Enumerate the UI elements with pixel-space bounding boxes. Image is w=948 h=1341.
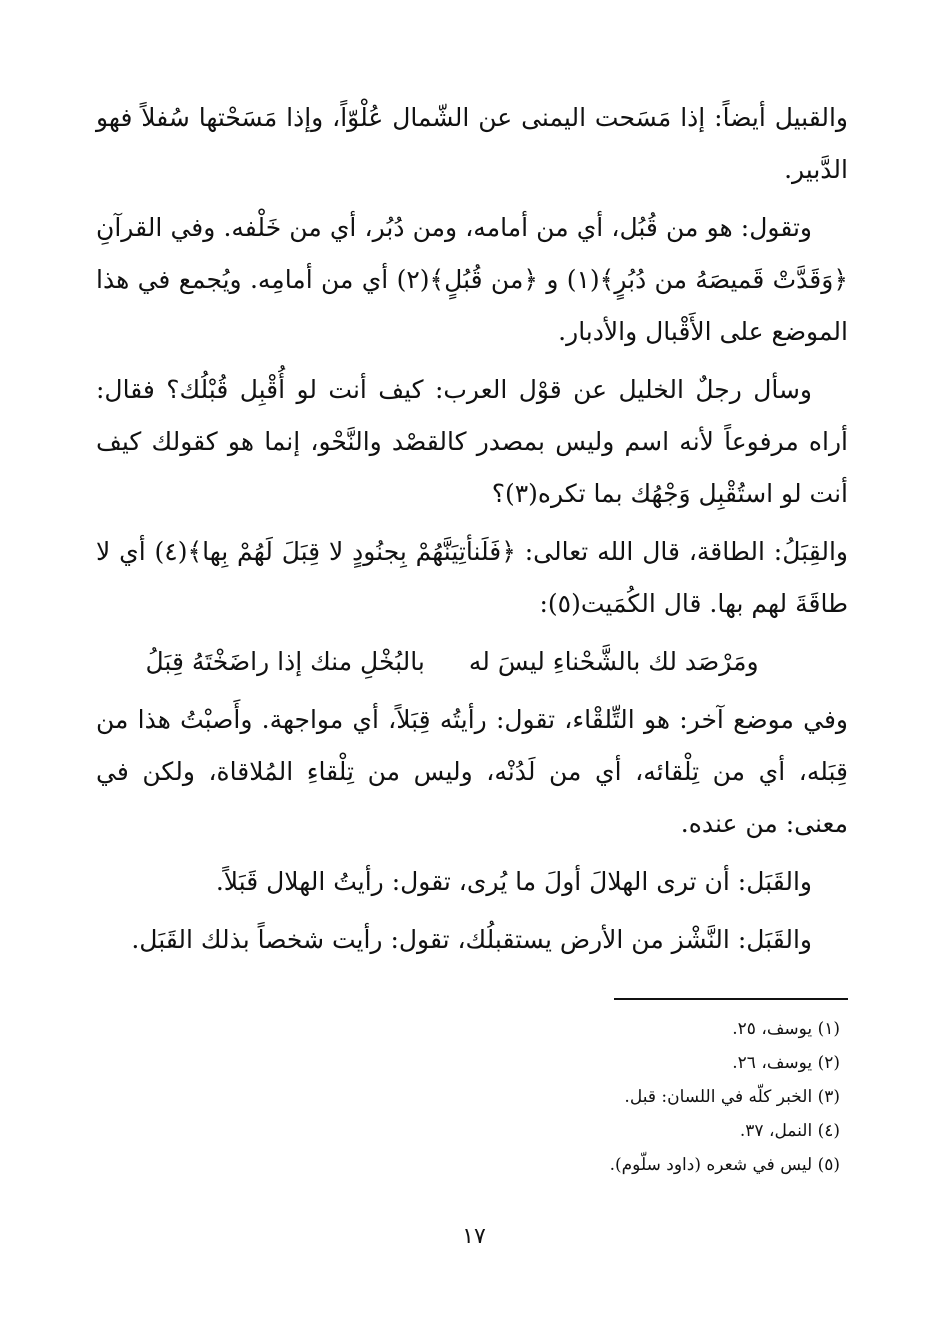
paragraph-nashz: والقَبَل: النَّشْز من الأرض يستقبلُك، تقول: رأيت شخصاً بذلك القَبَل. bbox=[131, 925, 812, 954]
paragraph-qubul-dubur: وتقول: هو من قُبُل، أي من أمامه، ومن دُبُر، أي من خَلْفه. وفي القرآنِ ﴿وَقَدَّتْ قَميصَهُ من دُبُرٍ﴾(١) و ﴿من قُبُلٍ﴾(٢) أي من أمامِه. ويُجمع في هذا الموضع على الأَقْبال والأدبار. bbox=[96, 213, 848, 346]
footnote-5: (٥) ليس في شعره (داود سلّوم). bbox=[609, 1155, 840, 1175]
footnote-divider bbox=[614, 998, 848, 1000]
verse-first-hemistich: ومَرْصَد لك بالشَّحْناءِ ليسَ له bbox=[468, 647, 759, 676]
paragraph-tilqa: وفي موضع آخر: هو التِّلقْاء، تقول: رأيتُه قِبَلاً، أي مواجهة. وأَصبْتُ هذا من قِبَله، أي من تِلْقائه، أي من لَدُنْه، وليس من تِلْقاءِ المُلاقاة، ولكن في معنى: من عنده. bbox=[96, 705, 848, 838]
verse-second-hemistich: بالبُخْلِ منك إذا راضَخْتَهُ قِبَلُ bbox=[145, 647, 425, 676]
poetry-verse bbox=[96, 636, 848, 688]
footnote-2: (٢) يوسف، ٢٦. bbox=[732, 1053, 840, 1073]
paragraph-khalil-question: وسأل رجلٌ الخليل عن قوْل العرب: كيف أنت لو أُقْبِل قُبْلُك؟ فقال: أراه مرفوعاً لأنه اسم وليس بمصدر كالقصْد والنَّحْو، إنما هو كقولك كيف أنت لو استُقْبِل وَجْهُك بما تكره(٣)؟ bbox=[96, 375, 848, 508]
footnote-4: (٤) النمل، ٣٧. bbox=[739, 1121, 840, 1141]
page-number: ١٧ bbox=[462, 1224, 486, 1249]
paragraph-qabil: والقبيل أيضاً: إذا مَسَحت اليمنى عن الشّمال عُلْوّاً، وإذا مَسَحْتها سُفلاً فهو الدَّبير. bbox=[96, 103, 848, 184]
footnote-3: (٣) الخبر كلّه في اللسان: قبل. bbox=[624, 1087, 840, 1107]
paragraph-qibal-taqa: والقِبَلُ: الطاقة، قال الله تعالى: ﴿فَلَنأتِيَنَّهُمْ بِجنُودٍ لا قِبَلَ لَهُمْ بِها﴾(٤) أي لا طاقَةَ لهم بها. قال الكُمَيت(٥): bbox=[96, 537, 848, 618]
footnote-1: (١) يوسف، ٢٥. bbox=[732, 1019, 840, 1039]
main-text bbox=[96, 92, 848, 972]
footnotes bbox=[340, 1012, 840, 1182]
paragraph-hilal: والقَبَل: أن ترى الهلالَ أولَ ما يُرى، تقول: رأيتُ الهلال قَبَلاً. bbox=[215, 867, 812, 896]
